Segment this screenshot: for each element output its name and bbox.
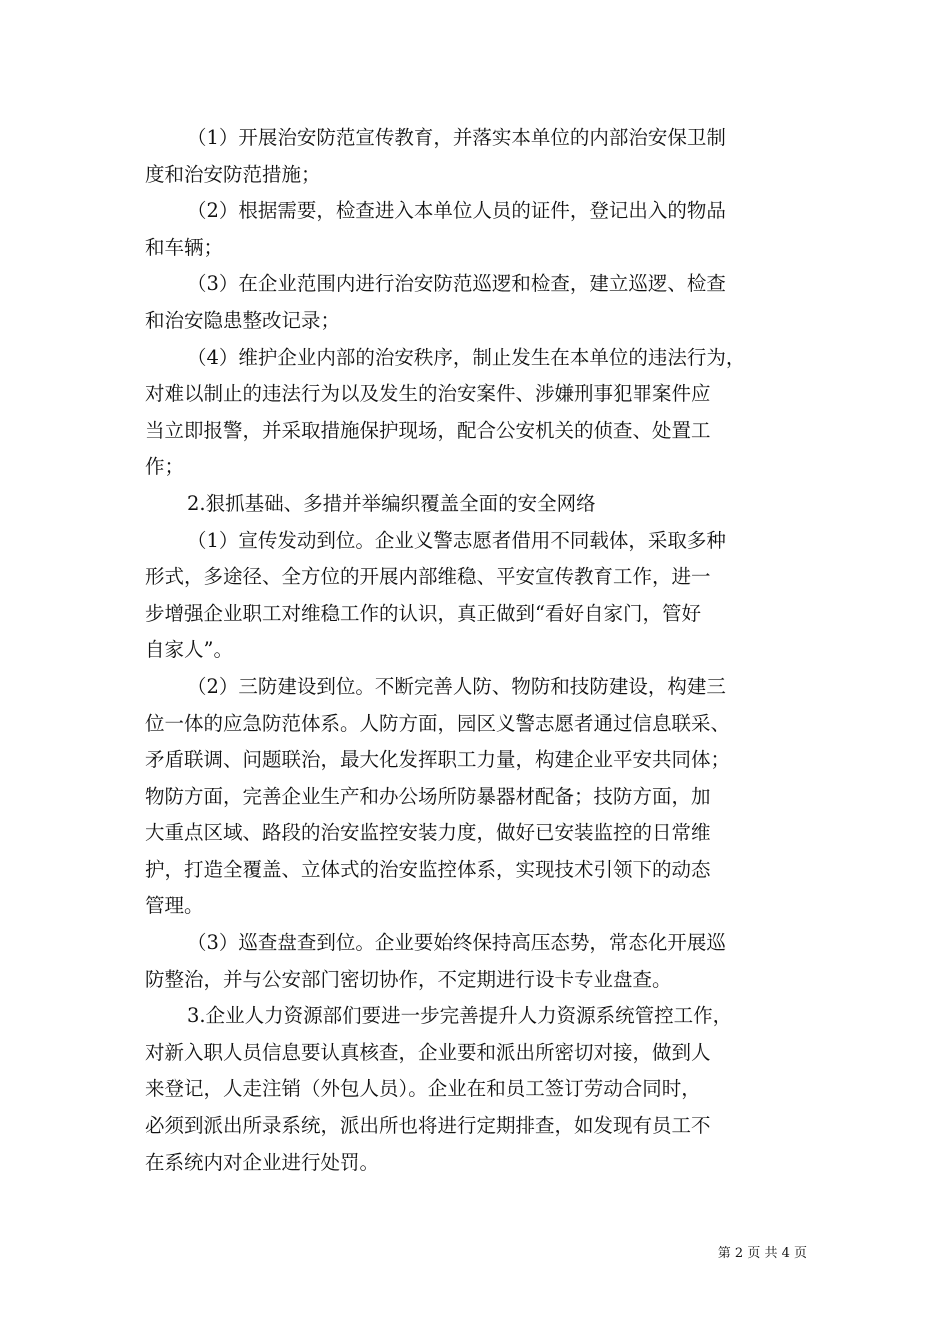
text-line: （3）在企业范围内进行治安防范巡逻和检查，建立巡逻、检查 (187, 272, 726, 296)
text-line: （2）三防建设到位。不断完善人防、物防和技防建设，构建三 (187, 674, 726, 698)
text-line: （1）宣传发动到位。企业义警志愿者借用不同载体，采取多种 (187, 528, 726, 552)
text-line: 度和治安防范措施； (145, 162, 321, 186)
text-line: 物防方面，完善企业生产和办公场所防暴器材配备；技防方面，加 (145, 784, 711, 808)
text-line: （2）根据需要，检查进入本单位人员的证件，登记出入的物品 (187, 199, 726, 223)
text-line: 当立即报警，并采取措施保护现场，配合公安机关的侦查、处置工 (145, 418, 711, 442)
text-line: 矛盾联调、问题联治，最大化发挥职工力量，构建企业平安共同体； (145, 748, 731, 772)
text-line: 位一体的应急防范体系。人防方面，园区义警志愿者通过信息联采、 (145, 711, 731, 735)
text-line: 步增强企业职工对维稳工作的认识，真正做到“看好自家门，管好 (145, 601, 701, 625)
text-line: 自家人”。 (145, 638, 233, 662)
text-line: 对难以制止的违法行为以及发生的治安案件、涉嫌刑事犯罪案件应 (145, 382, 711, 406)
text-line: （3）巡查盘查到位。企业要始终保持高压态势，常态化开展巡 (187, 931, 726, 955)
text-line: （1）开展治安防范宣传教育，并落实本单位的内部治安保卫制 (187, 126, 726, 149)
text-line: 护，打造全覆盖、立体式的治安监控体系，实现技术引领下的动态 (145, 857, 711, 881)
text-line: 和车辆； (145, 235, 224, 259)
text-line: 2.狠抓基础、多措并举编织覆盖全面的安全网络 (187, 491, 596, 515)
text-line: 3.企业人力资源部们要进一步完善提升人力资源系统管控工作， (187, 1004, 733, 1028)
text-line: 形式，多途径、全方位的开展内部维稳、平安宣传教育工作，进一 (145, 565, 711, 589)
text-line: 大重点区域、路段的治安监控安装力度，做好已安装监控的日常维 (145, 821, 711, 845)
text-line: 作； (145, 455, 185, 479)
text-line: （4）维护企业内部的治安秩序，制止发生在本单位的违法行为， (187, 345, 746, 369)
document-body (145, 120, 805, 1181)
text-line: 防整治，并与公安部门密切协作，不定期进行设卡专业盘查。 (145, 967, 672, 991)
text-line: 在系统内对企业进行处罚。 (145, 1150, 380, 1174)
page-number: 第 2 页 共 4 页 (717, 1246, 807, 1261)
text-line: 管理。 (145, 894, 204, 918)
text-line: 和治安隐患整改记录； (145, 308, 341, 332)
text-line: 来登记，人走注销（外包人员）。企业在和员工签订劳动合同时， (145, 1077, 701, 1101)
text-line: 对新入职人员信息要认真核查，企业要和派出所密切对接，做到人 (145, 1040, 711, 1064)
text-line: 必须到派出所录系统，派出所也将进行定期排查，如发现有员工不 (145, 1114, 711, 1138)
